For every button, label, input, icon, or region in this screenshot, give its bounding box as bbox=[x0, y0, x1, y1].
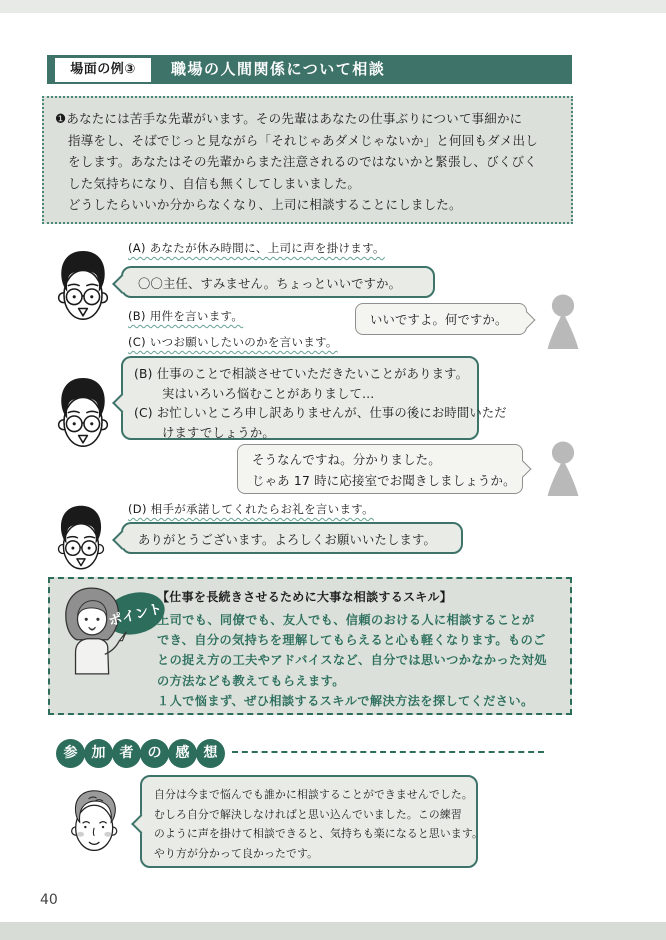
step-c-label: (C) いつお願いしたいのかを言います。 bbox=[128, 335, 338, 349]
boss-silhouette-icon bbox=[544, 441, 582, 497]
bottom-edge-strip bbox=[0, 922, 666, 940]
scene-example-label: 場面の例③ bbox=[55, 58, 151, 82]
page-number: 40 bbox=[40, 892, 58, 908]
point-text: との捉え方の工夫やアドバイスなど、自分では思いつかなかった対処 bbox=[157, 653, 547, 668]
boss-speech-text: じゃあ 17 時に応接室でお聞きしましょうか。 bbox=[252, 473, 516, 488]
you-speech-text: ありがとうございます。よろしくお願いいたします。 bbox=[138, 533, 436, 547]
boss-silhouette-icon bbox=[544, 294, 582, 350]
heading-dashed-divider bbox=[232, 751, 544, 753]
step-d-label: (D) 相手が承諾してくれたらお礼を言います。 bbox=[128, 502, 374, 516]
you-speech-bubble-3 bbox=[121, 522, 463, 554]
section-header-bar bbox=[47, 55, 572, 84]
feedback-text: 自分は今まで悩んでも誰かに相談することができませんでした。 bbox=[154, 788, 473, 801]
step-a-label: (A) あなたが休み時間に、上司に声を掛けます。 bbox=[128, 241, 385, 255]
boss-speech-bubble-1 bbox=[355, 303, 527, 335]
scenario-text: した気持ちになり、自信も無くしてしまいました。 bbox=[68, 175, 361, 191]
point-title: 【仕事を長続きさせるために大事な相談するスキル】 bbox=[157, 590, 453, 604]
heading-char: 者 bbox=[112, 739, 141, 768]
participant-face-icon bbox=[66, 778, 124, 868]
participant-feedback-bubble bbox=[140, 775, 484, 868]
scenario-text: をします。あなたはその先輩からまた注意されるのではないかと緊張し、びくびく bbox=[68, 154, 537, 169]
you-speech-text: (C) お忙しいところ申し訳ありませんが、仕事の後にお時間いただ bbox=[134, 406, 507, 420]
boss-speech-text: そうなんですね。分かりました。 bbox=[252, 452, 441, 467]
boss-speech-text: いいですよ。何ですか。 bbox=[370, 313, 508, 327]
point-body bbox=[157, 610, 547, 711]
point-text: 上司でも、同僚でも、友人でも、信頼のおける人に相談することが bbox=[157, 613, 535, 627]
heading-char: 感 bbox=[168, 739, 197, 768]
point-box bbox=[48, 577, 572, 715]
you-speech-bubble-2 bbox=[121, 356, 507, 440]
page-title: 職場の人間関係について相談 bbox=[171, 60, 386, 78]
heading-char: の bbox=[140, 739, 169, 768]
participants-feedback-heading bbox=[56, 739, 224, 768]
scenario-text: ❶あなたには苦手な先輩がいます。その先輩はあなたの仕事ぶりについて事細かに bbox=[55, 111, 523, 126]
feedback-text: むしろ自分で解決しなければと思い込んでいました。この練習 bbox=[154, 807, 462, 821]
point-character-icon bbox=[58, 584, 170, 676]
you-speech-text: 〇〇主任、すみません。ちょっといいですか。 bbox=[138, 277, 402, 291]
feedback-text: のように声を掛けて相談できると、気持ちも楽になると思います。 bbox=[154, 827, 484, 840]
you-speech-bubble-1 bbox=[121, 266, 435, 298]
consultant-face-icon bbox=[52, 376, 114, 454]
scenario-box bbox=[42, 96, 573, 224]
consultant-face-icon bbox=[52, 504, 110, 576]
you-speech-text: 実はいろいろ悩むことがありまして… bbox=[162, 386, 375, 401]
point-text: でき、自分の気持ちを理解してもらえると心も軽くなります。ものご bbox=[157, 633, 546, 648]
top-edge-strip bbox=[0, 0, 666, 13]
feedback-text: やり方が分かって良かったです。 bbox=[154, 846, 319, 860]
boss-speech-bubble-2 bbox=[237, 444, 523, 494]
point-badge-label: ポイント bbox=[107, 600, 164, 630]
scenario-text: 指導をし、そばでじっと見ながら「それじゃあダメじゃないか」と何回もダメ出し bbox=[68, 132, 538, 148]
heading-char: 参 bbox=[56, 739, 85, 768]
consultant-face-icon bbox=[52, 249, 114, 327]
point-text: １人で悩まず、ぜひ相談するスキルで解決方法を探してください。 bbox=[157, 693, 534, 708]
point-text: の方法なども教えてもらえます。 bbox=[157, 673, 345, 688]
heading-char: 想 bbox=[196, 739, 225, 768]
you-speech-text: けますでしょうか。 bbox=[162, 425, 275, 440]
heading-char: 加 bbox=[84, 739, 113, 768]
scenario-text: どうしたらいいか分からなくなり、上司に相談することにしました。 bbox=[68, 197, 462, 212]
you-speech-text: (B) 仕事のことで相談させていただきたいことがあります。 bbox=[134, 367, 469, 381]
step-b-label: (B) 用件を言います。 bbox=[128, 309, 244, 323]
